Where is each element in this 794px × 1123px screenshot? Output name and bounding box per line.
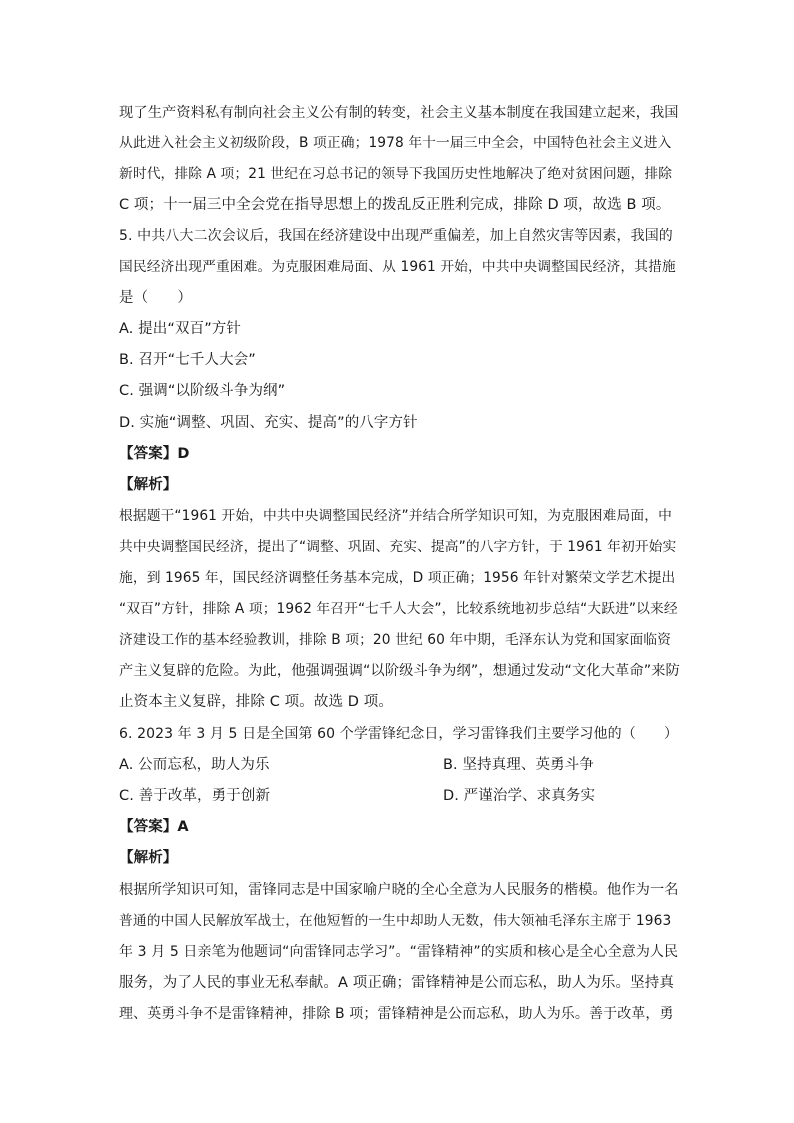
paragraph-line: 现了生产资料私有制向社会主义公有制的转变，社会主义基本制度在我国建立起来，我国 [119, 105, 679, 121]
question-5-stem: 5. 中共八大二次会议后，我国在经济建设中出现严重偏差，加上自然灾害等因素，我国的 [119, 228, 673, 244]
question-5-analysis-line: “双百”方针，排除 A 项；1962 年召开“七千人大会”，比较系统地初步总结“大跃进”以来经 [119, 601, 678, 617]
question-6-stem: 6. 2023 年 3 月 5 日是全国第 60 个学雷锋纪念日，学习雷锋我们主要学习他的（ ） [119, 726, 679, 742]
question-6-option-c: C. 善于改革，勇于创新 [119, 788, 271, 804]
question-5-answer: 【答案】D [119, 446, 190, 462]
question-6-analysis-line: 理、英勇斗争不是雷锋精神，排除 B 项；雷锋精神是公而忘私，助人为乐。善于改革，勇 [119, 1006, 674, 1022]
question-6-analysis-line: 根据所学知识可知，雷锋同志是中国家喻户晓的全心全意为人民服务的楷模。他作为一名 [119, 882, 679, 898]
question-6-analysis-line: 服务，为了人民的事业无私奉献。A 项正确；雷锋精神是公而忘私，助人为乐。坚持真 [119, 975, 674, 991]
question-5-analysis-line: 止资本主义复辟，排除 C 项。故选 D 项。 [119, 694, 393, 710]
question-6-option-a: A. 公而忘私，助人为乐 [119, 757, 270, 773]
question-5-analysis-label: 【解析】 [119, 477, 178, 493]
question-5-analysis-line: 施，到 1965 年，国民经济调整任务基本完成，D 项正确；1956 年针对繁荣文学艺术提出 [119, 570, 676, 586]
question-6-answer: 【答案】A [119, 819, 189, 835]
paragraph-line: 从此进入社会主义初级阶段，B 项正确；1978 年十一届三中全会，中国特色社会主义进入 [119, 135, 672, 151]
question-5-option-a: A. 提出“双百”方针 [119, 321, 242, 337]
question-5-option-b: B. 召开“七千人大会” [119, 352, 256, 368]
question-5-analysis-line: 共中央调整国民经济，提出了“调整、巩固、充实、提高”的八字方针，于 1961 年初开始实 [119, 539, 677, 555]
paragraph-line: 新时代，排除 A 项；21 世纪在习总书记的领导下我国历史性地解决了绝对贫困问题，排除 [119, 166, 673, 182]
question-6-analysis-line: 年 3 月 5 日亲笔为他题词“向雷锋同志学习”。“雷锋精神”的实质和核心是全心全意为人民 [119, 944, 679, 960]
question-6-analysis-line: 普通的中国人民解放军战士，在他短暂的一生中却助人无数，伟大领袖毛泽东主席于 1963 [119, 913, 672, 929]
question-6-analysis-label: 【解析】 [119, 850, 178, 866]
question-5-stem: 国民经济出现严重困难。为克服困难局面、从 1961 开始，中共中央调整国民经济，其措施 [119, 259, 676, 275]
paragraph-line: C 项；十一届三中全会党在指导思想上的拨乱反正胜利完成，排除 D 项，故选 B 项。 [119, 197, 671, 213]
question-5-analysis-line: 济建设工作的基本经验教训，排除 B 项；20 世纪 60 年中期，毛泽东认为党和国家面临资 [119, 632, 672, 648]
question-6-option-d: D. 严谨治学、求真务实 [443, 788, 596, 804]
question-5-analysis-line: 产主义复辟的危险。为此，他强调强调“以阶级斗争为纲”，想通过发动“文化大革命”来防 [119, 663, 680, 679]
question-6-option-b: B. 坚持真理、英勇斗争 [443, 757, 594, 773]
question-5-option-d: D. 实施“调整、巩固、充实、提高”的八字方针 [119, 415, 418, 431]
question-5-option-c: C. 强调“以阶级斗争为纲” [119, 383, 286, 399]
question-5-stem: 是（ ） [119, 290, 192, 306]
question-5-analysis-line: 根据题干“1961 开始，中共中央调整国民经济”并结合所学知识可知，为克服困难局面，中 [119, 508, 672, 524]
